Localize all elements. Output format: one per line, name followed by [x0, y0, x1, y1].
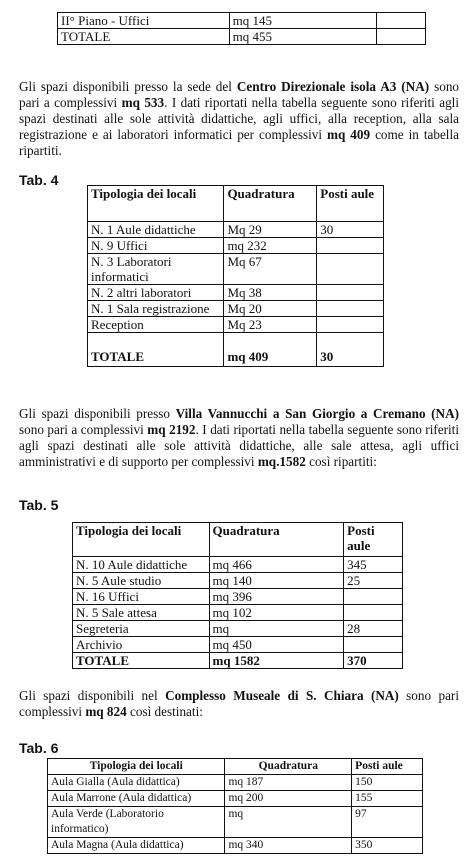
tab6-label: Tab. 6	[19, 740, 59, 756]
table-cell: mq 187	[225, 775, 352, 791]
table-row	[58, 29, 426, 45]
table-cell: TOTALE	[88, 333, 224, 367]
table-cell: N. 16 Uffici	[73, 589, 210, 605]
column-header: Posti aule	[344, 523, 403, 557]
column-header: Tipologia dei locali	[88, 186, 224, 222]
table-row	[48, 807, 423, 838]
table-cell: N. 1 Sala registrazione	[88, 301, 224, 317]
table-cell: Mq 20	[224, 301, 317, 317]
table-cell: mq 409	[224, 333, 317, 367]
table-total-row	[73, 653, 403, 669]
table-cell: mq 200	[225, 791, 352, 807]
table-row	[73, 605, 403, 621]
table-cell: mq 145	[229, 13, 377, 29]
table-row	[73, 589, 403, 605]
column-header: Tipologia dei locali	[48, 759, 225, 775]
table-cell	[344, 637, 403, 653]
table-cell: TOTALE	[58, 29, 230, 45]
table-cell: 25	[344, 573, 403, 589]
table-row	[73, 621, 403, 637]
table-cell: Mq 23	[224, 317, 317, 333]
table-cell: mq 340	[225, 838, 352, 854]
table-cell: Segreteria	[73, 621, 210, 637]
table-cell: 150	[352, 775, 423, 791]
table-cell	[344, 589, 403, 605]
table-cell: mq	[225, 807, 352, 838]
table-cell: 28	[344, 621, 403, 637]
table-cell: N. 3 Laboratori informatici	[88, 254, 224, 285]
table-cell: II° Piano - Uffici	[58, 13, 230, 29]
table-cell: mq 396	[209, 589, 344, 605]
table-row	[58, 13, 426, 29]
table-cell	[317, 317, 384, 333]
table-cell: 155	[352, 791, 423, 807]
table-cell: 30	[317, 333, 384, 367]
table-row	[88, 285, 384, 301]
table-row	[88, 317, 384, 333]
table-cell: 97	[352, 807, 423, 838]
table-cell: 30	[317, 222, 384, 238]
table-cell	[377, 13, 426, 29]
column-header: Quadratura	[225, 759, 352, 775]
table-cell: 345	[344, 557, 403, 573]
table-cell	[317, 238, 384, 254]
table-cell	[377, 29, 426, 45]
table-cell: N. 10 Aule didattiche	[73, 557, 210, 573]
table-cell: mq 140	[209, 573, 344, 589]
table-cell: TOTALE	[73, 653, 210, 669]
tab5-label: Tab. 5	[19, 497, 59, 513]
table-cell: N. 5 Aule studio	[73, 573, 210, 589]
table-cell: N. 9 Uffici	[88, 238, 224, 254]
table-cell: N. 5 Sale attesa	[73, 605, 210, 621]
table-row	[88, 238, 384, 254]
column-header: Quadratura	[209, 523, 344, 557]
tab4-table	[87, 185, 384, 367]
table-cell: 350	[352, 838, 423, 854]
table-cell: Archivio	[73, 637, 210, 653]
paragraph-centro-direzionale: Gli spazi disponibili presso la sede del Centro Direzionale isola A3 (NA) sono pari a complessivi mq 533. I dati riportati nella tabella seguente sono riferiti agli spazi destinati alle sole attività didattiche, agli uffici, alla reception, alla sala registrazione e ai laboratori informatici per complessivi mq 409 come in tabella ripartiti.	[19, 79, 460, 158]
table-row	[48, 838, 423, 854]
table-cell: N. 2 altri laboratori	[88, 285, 224, 301]
table-header-row	[88, 186, 384, 222]
tab6-table	[47, 758, 423, 854]
column-header: Tipologia dei locali	[73, 523, 210, 557]
table-row	[73, 573, 403, 589]
table-cell	[317, 285, 384, 301]
column-header: Posti aule	[317, 186, 384, 222]
column-header: Posti aule	[352, 759, 423, 775]
table-row	[73, 557, 403, 573]
paragraph-villa-vannucchi: Gli spazi disponibili presso Villa Vannucchi a San Giorgio a Cremano (NA) sono pari a complessivi mq 2192. I dati riportati nella tabella seguente sono riferiti agli spazi destinati alle sole attività didattiche, alle sale attesa, agli uffici amministrativi e di supporto per complessivi mq.1582 così ripartiti:	[19, 406, 459, 469]
table-cell: Mq 38	[224, 285, 317, 301]
tab5-table	[72, 522, 403, 669]
table-cell: Mq 67	[224, 254, 317, 285]
table-row	[88, 254, 384, 285]
table-header-row	[73, 523, 403, 557]
table-cell: mq 102	[209, 605, 344, 621]
table-row	[48, 775, 423, 791]
table-cell: Reception	[88, 317, 224, 333]
table-cell: mq 1582	[209, 653, 344, 669]
table-cell: mq 466	[209, 557, 344, 573]
table-cell: N. 1 Aule didattiche	[88, 222, 224, 238]
table-cell: Aula Marrone (Aula didattica)	[48, 791, 225, 807]
table-cell	[344, 605, 403, 621]
top-table	[57, 12, 426, 45]
table-cell: 370	[344, 653, 403, 669]
table-cell	[317, 254, 384, 285]
table-cell: mq 232	[224, 238, 317, 254]
table-cell: mq 455	[229, 29, 377, 45]
table-cell: Aula Verde (Laboratorio informatico)	[48, 807, 225, 838]
table-cell: mq	[209, 621, 344, 637]
tab4-label: Tab. 4	[19, 172, 59, 188]
table-row	[48, 791, 423, 807]
table-cell: Aula Magna (Aula didattica)	[48, 838, 225, 854]
table-row	[88, 301, 384, 317]
table-total-row	[88, 333, 384, 367]
table-cell	[317, 301, 384, 317]
table-cell: Mq 29	[224, 222, 317, 238]
table-cell: Aula Gialla (Aula didattica)	[48, 775, 225, 791]
table-row	[88, 222, 384, 238]
table-row	[73, 637, 403, 653]
column-header: Quadratura	[224, 186, 317, 222]
table-header-row	[48, 759, 423, 775]
paragraph-santa-chiara: Gli spazi disponibili nel Complesso Museale di S. Chiara (NA) sono pari complessivi mq 824 così destinati:	[19, 688, 459, 719]
table-cell: mq 450	[209, 637, 344, 653]
